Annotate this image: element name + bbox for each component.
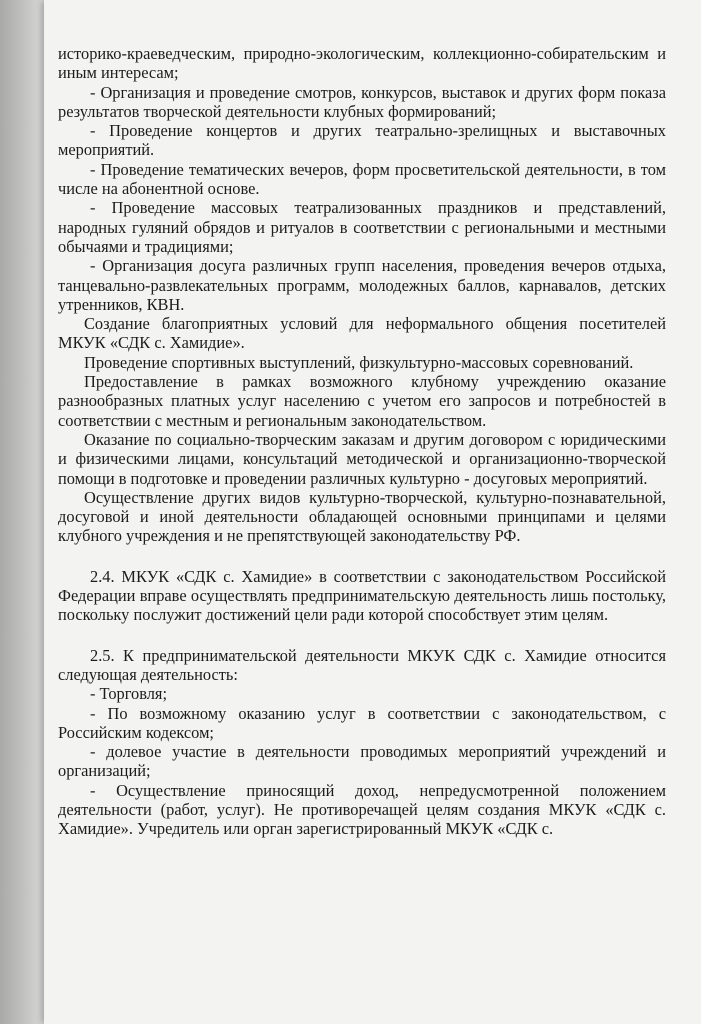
paragraph: - Проведение массовых театрализованных праздников и представлений, народных гуляний обрядов и ритуалов в соответствии с региональными и местными обычаями и традициями; (58, 198, 666, 256)
section-2-4: 2.4. МКУК «СДК с. Хамидие» в соответствии с законодательством Российской Федерации вправе осуществлять предпринимательскую деятельность лишь постольку, поскольку послужит достижений цели ради которой способствует этим целям. (58, 566, 666, 625)
paragraph: - Организация и проведение смотров, конкурсов, выставок и других форм показа результатов творческой деятельности клубных формирований; (58, 82, 666, 121)
paragraph: Создание благоприятных условий для неформального общения посетителей МКУК «СДК с. Хамидие». (58, 314, 666, 353)
paragraph: - Проведение концертов и других театрально-зрелищных и выставочных мероприятий. (58, 121, 666, 160)
paragraph: Оказание по социально-творческим заказам и другим договором с юридическими и физическими лицами, консультаций методической и организационно-творческой помощи в подготовке и проведении различных культурно - досуговых мероприятий. (58, 429, 666, 488)
paragraph: историко-краеведческим, природно-экологическим, коллекционно-собирательским и иным интересам; (58, 44, 666, 83)
paragraph: Осуществление других видов культурно-творческой, культурно-познавательной, досуговой и иной деятельности обладающей основными принципами и целями клубного учреждения и не препятствующей законодательству РФ. (58, 487, 666, 546)
paragraph: Предоставление в рамках возможного клубному учреждению оказание разнообразных платных услуг населению с учетом его запросов и потребностей в соответствии с местным и региональным законодательством. (58, 372, 666, 430)
list-item: - Торговля; (90, 684, 168, 704)
paragraph: Проведение спортивных выступлений, физкультурно-массовых соревнований. (84, 352, 634, 372)
list-item: - Осуществление приносящий доход, непредусмотренной положением деятельности (работ, услуг). Не противоречащей целям создания МКУК «СДК с. Хамидие». Учредитель или орган зарегистрированный МКУК «СДК с. (58, 780, 666, 839)
paragraph: - Проведение тематических вечеров, форм просветительской деятельности, в том числе на абонентной основе. (58, 159, 666, 199)
section-2-5: 2.5. К предпринимательской деятельности МКУК СДК с. Хамидие относится следующая деятельность: (58, 645, 666, 684)
scan-binding-edge (0, 0, 44, 1024)
list-item: - долевое участие в деятельности проводимых мероприятий учреждений и организаций; (58, 742, 666, 781)
paragraph: - Организация досуга различных групп населения, проведения вечеров отдыха, танцевально-развлекательных программ, молодежных баллов, карнавалов, детских утренников, КВН. (58, 256, 666, 314)
document-body (58, 44, 666, 839)
list-item: - По возможному оказанию услуг в соответствии с законодательством, с Российским кодексом; (58, 703, 666, 742)
